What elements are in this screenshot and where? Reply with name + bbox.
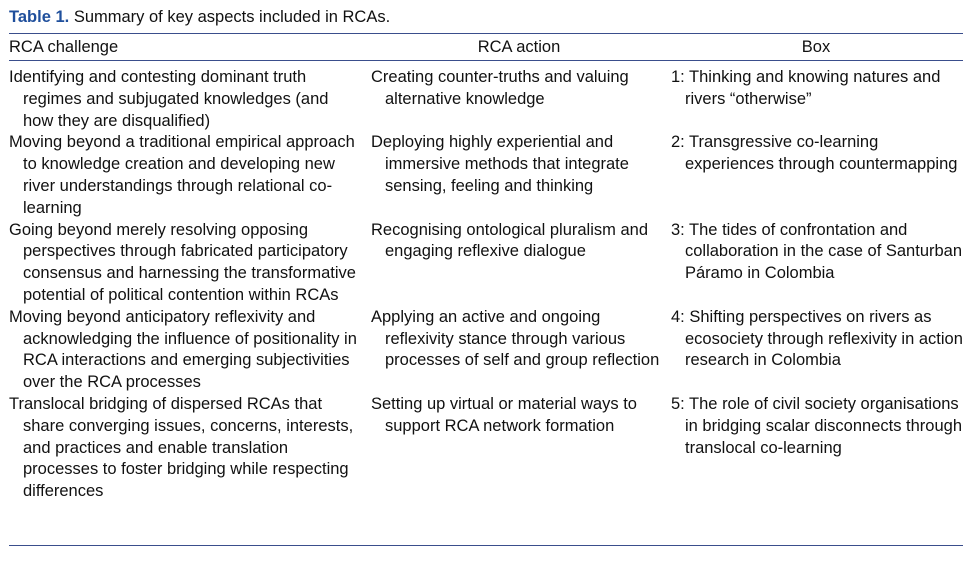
table-row — [9, 60, 963, 132]
challenge-cell: Moving beyond a traditional empirical approach to knowledge creation and developing new river understandings through relational co-learning — [9, 133, 355, 217]
action-cell: Recognising ontological pluralism and engaging reflexive dialogue — [371, 220, 648, 261]
column-header-rca-action: RCA action — [477, 38, 561, 56]
challenge-cell: Translocal bridging of dispersed RCAs that share converging issues, concerns, interests, and practices and enable translation processes to foster bridging while respecting differences — [9, 394, 354, 501]
box-cell: 5: The role of civil society organisations in bridging scalar disconnects through translocal co-learning — [671, 394, 962, 457]
table-caption-text: Summary of key aspects included in RCAs. — [73, 8, 391, 26]
box-cell: 4: Shifting perspectives on rivers as ecosociety through reflexivity in action research in Colombia — [671, 307, 963, 370]
table-row — [9, 394, 963, 503]
table-row — [9, 307, 963, 394]
table-row — [9, 220, 963, 307]
table-caption — [9, 6, 390, 28]
box-cell: 2: Transgressive co-learning experiences through countermapping — [671, 133, 958, 174]
action-cell: Creating counter-truths and valuing alternative knowledge — [371, 68, 629, 108]
table-caption-label: Table 1. — [9, 8, 70, 26]
bottom-rule — [9, 545, 963, 546]
challenge-cell: Going beyond merely resolving opposing perspectives through fabricated participatory consensus and harnessing the transformative potential of political contention within RCAs — [9, 220, 356, 304]
action-cell: Applying an active and ongoing reflexivity stance through various processes of self and group reflection — [371, 307, 660, 370]
box-cell: 3: The tides of confrontation and collaboration in the case of Santurban Páramo in Colombia — [671, 220, 963, 283]
column-header-rca-challenge: RCA challenge — [9, 38, 119, 56]
table-row — [9, 132, 963, 219]
box-cell: 1: Thinking and knowing natures and rivers “otherwise” — [671, 68, 941, 108]
table-header-row — [9, 34, 963, 60]
summary-table — [9, 34, 963, 503]
column-header-box: Box — [801, 38, 831, 56]
challenge-cell: Identifying and contesting dominant truth regimes and subjugated knowledges (and how they are disqualified) — [9, 68, 329, 130]
action-cell: Setting up virtual or material ways to support RCA network formation — [371, 394, 637, 435]
action-cell: Deploying highly experiential and immersive methods that integrate sensing, feeling and thinking — [371, 133, 629, 195]
challenge-cell: Moving beyond anticipatory reflexivity and acknowledging the influence of positionality in RCA interactions and emerging subjectivities over the RCA processes — [9, 307, 357, 392]
